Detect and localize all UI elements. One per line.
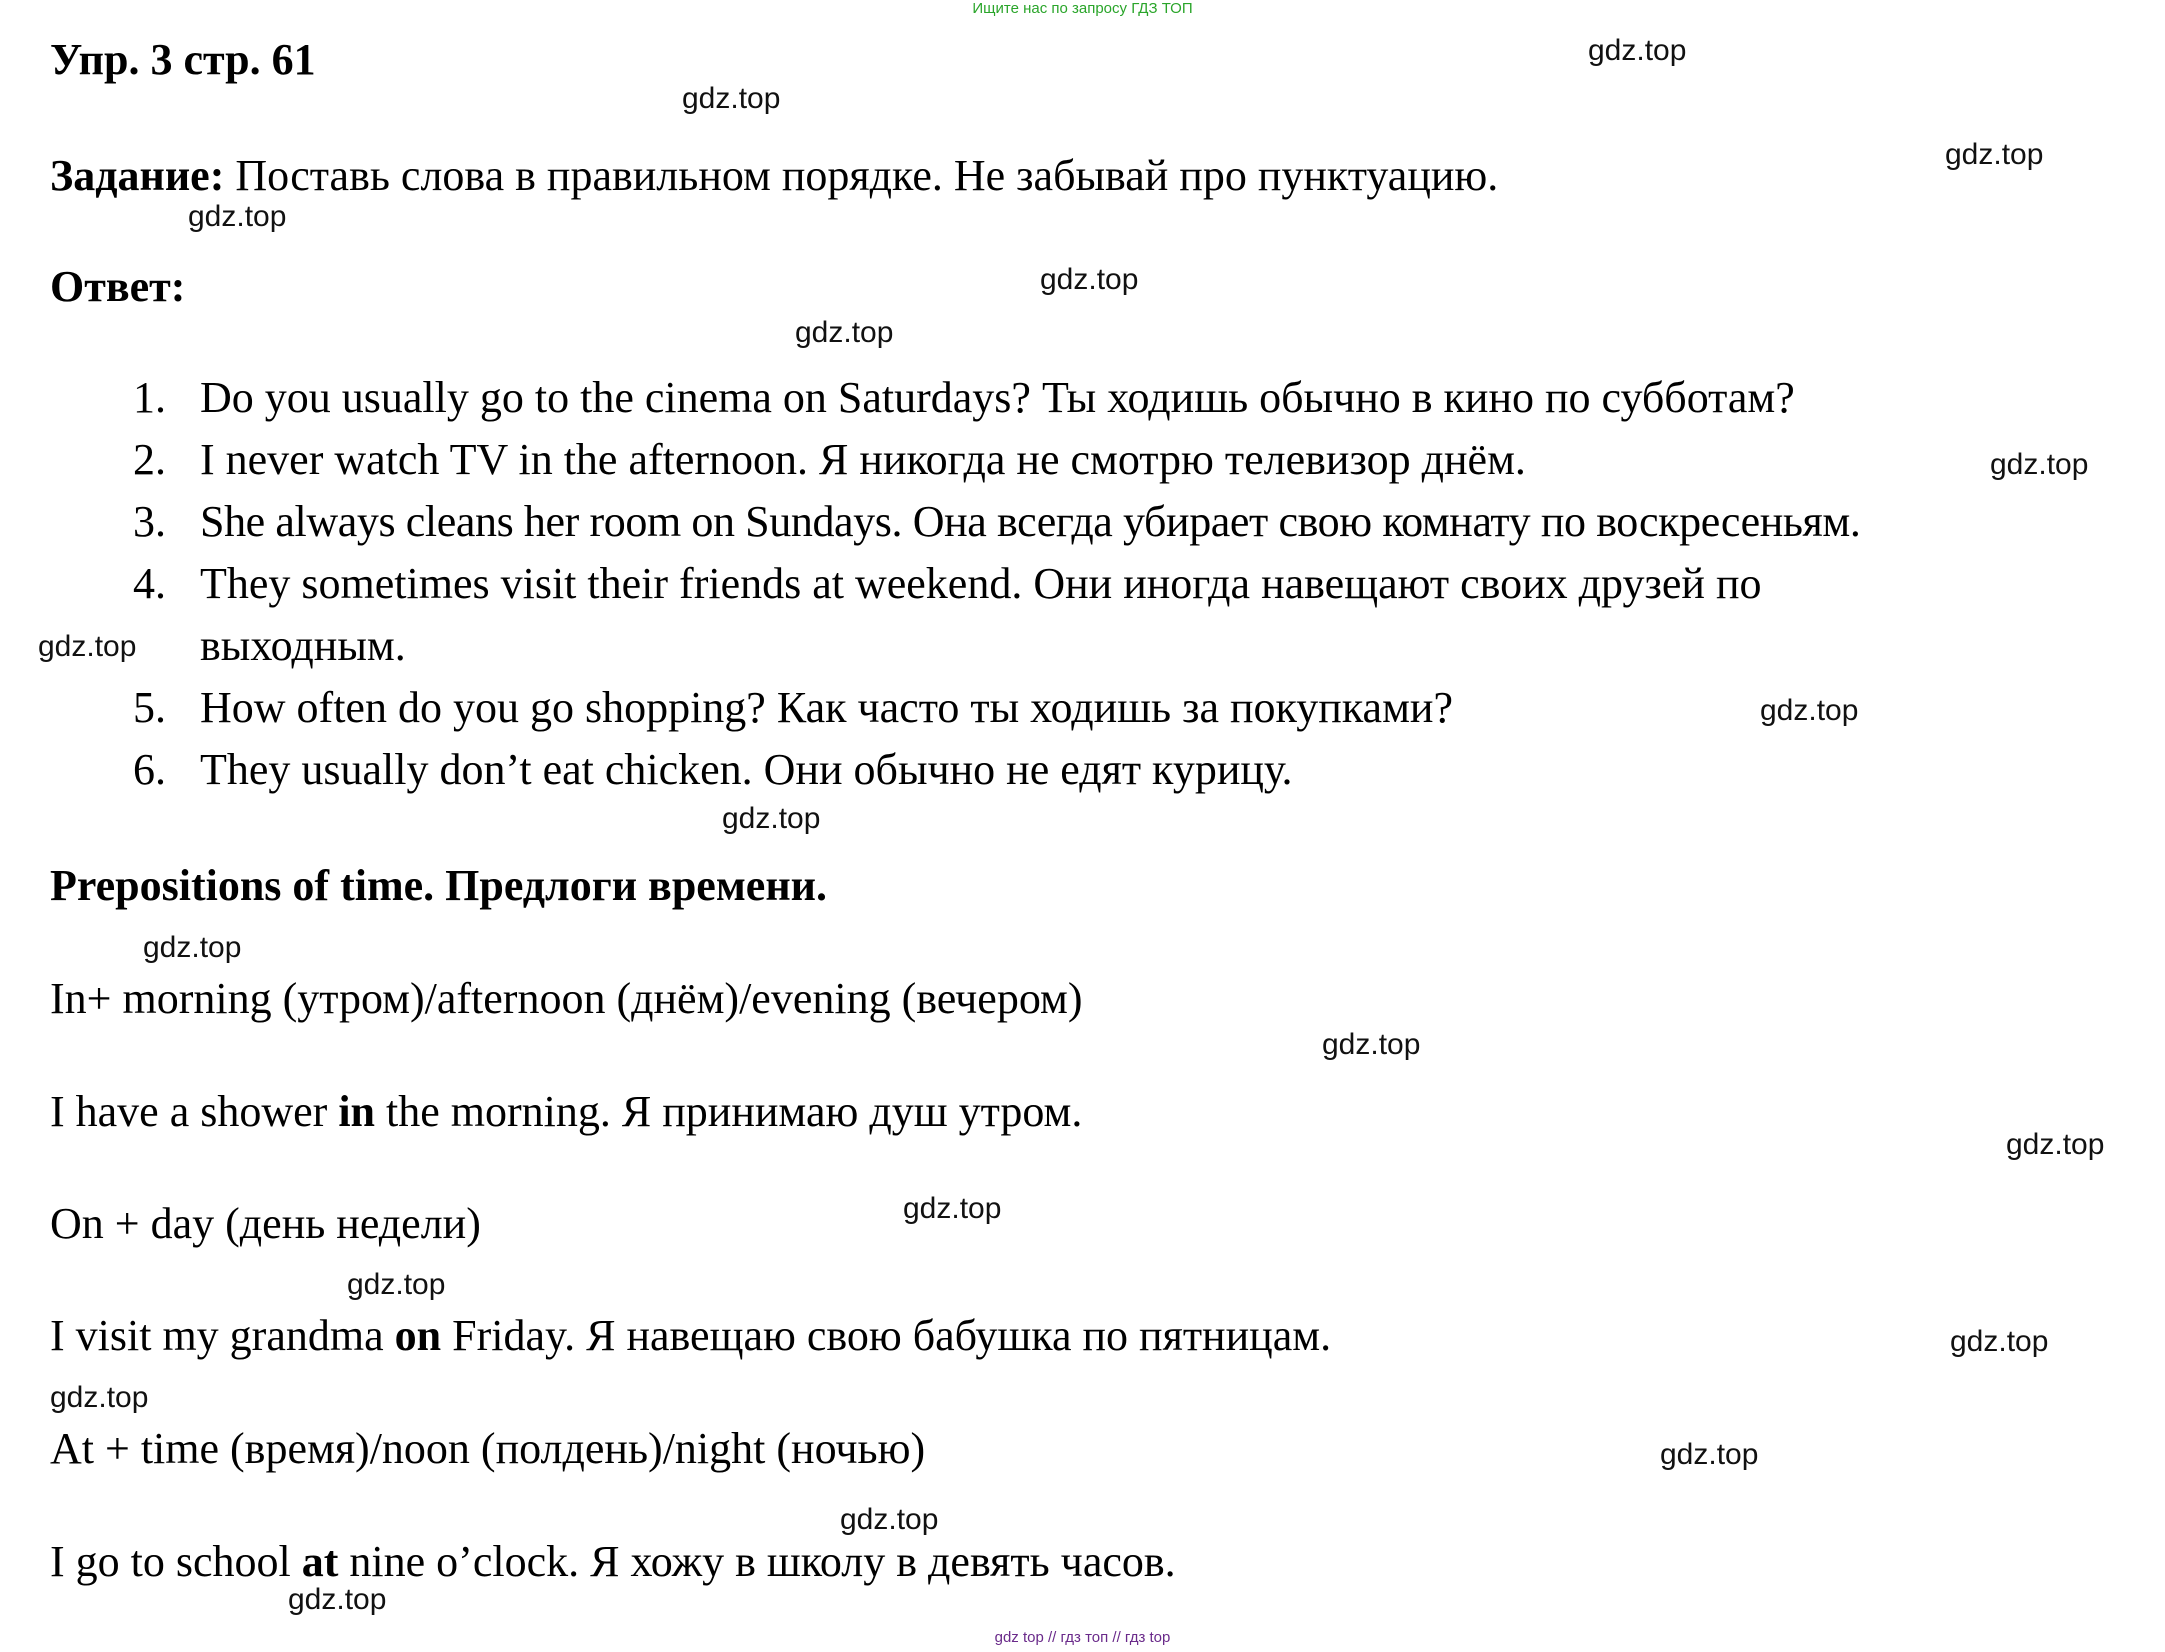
rule-text: At + time (время)/noon (полдень)/night (ночью) (50, 1424, 926, 1473)
list-number: 1. (133, 373, 166, 422)
list-text: выходным. (200, 621, 406, 670)
task-label: Задание: (50, 151, 225, 200)
list-text: I never watch TV in the afternoon. Я никогда не смотрю телевизор днём. (200, 435, 1526, 484)
watermark: gdz.top (1322, 1028, 1421, 1061)
footer-watermark: gdz top // гдз топ // гдз top (994, 1629, 1171, 1646)
watermark: gdz.top (1945, 138, 2044, 171)
rule-line (50, 1536, 1176, 1587)
list-number: 6. (133, 745, 166, 794)
rule-bold: in (338, 1087, 376, 1136)
rule-bold: at (301, 1537, 339, 1586)
watermark: gdz.top (1660, 1438, 1759, 1471)
watermark: gdz.top (2006, 1128, 2105, 1161)
watermark: gdz.top (1588, 34, 1687, 67)
rule-line (50, 973, 1083, 1024)
watermark: gdz.top (347, 1268, 446, 1301)
rule-text: On + day (день недели) (50, 1199, 481, 1248)
watermark: gdz.top (38, 630, 137, 663)
rule-line (50, 1310, 1331, 1361)
list-number: 4. (133, 559, 166, 608)
rule-text: nine o’clock. Я хожу в школу в девять часов. (338, 1537, 1176, 1586)
rule-line (50, 1086, 1082, 1137)
watermark: gdz.top (288, 1583, 387, 1616)
list-text: How often do you go shopping? Как часто ты ходишь за покупками? (200, 683, 1453, 732)
rule-line (50, 1423, 925, 1474)
watermark: gdz.top (50, 1381, 149, 1414)
rule-text: In+ morning (утром)/afternoon (днём)/evening (вечером) (50, 974, 1083, 1023)
watermark: gdz.top (903, 1192, 1002, 1225)
watermark: gdz.top (1760, 694, 1859, 727)
watermark: gdz.top (143, 931, 242, 964)
list-text: They sometimes visit their friends at weekend. Они иногда навещают своих друзей по (200, 559, 1762, 608)
rule-text: I visit my grandma (50, 1311, 395, 1360)
watermark: gdz.top (722, 802, 821, 835)
task-text: Поставь слова в правильном порядке. Не забывай про пунктуацию. (224, 151, 1499, 200)
rule-text: I have a shower (50, 1087, 339, 1136)
watermark: gdz.top (795, 316, 894, 349)
list-text: She always cleans her room on Sundays. Она всегда убирает свою комнату по воскресеньям. (200, 497, 1861, 546)
watermark: gdz.top (840, 1503, 939, 1536)
list-text: They usually don’t eat chicken. Они обычно не едят курицу. (200, 745, 1293, 794)
answer-label: Ответ: (50, 262, 186, 311)
watermark: gdz.top (1950, 1325, 2049, 1358)
rule-bold: on (394, 1311, 442, 1360)
watermark: gdz.top (188, 200, 287, 233)
watermark: gdz.top (1040, 263, 1139, 296)
list-number: 5. (133, 683, 166, 732)
watermark: gdz.top (1990, 448, 2089, 481)
watermark: gdz.top (682, 82, 781, 115)
top-banner: Ищите нас по запросу ГДЗ ТОП (972, 0, 1193, 17)
rule-text: I go to school (50, 1537, 302, 1586)
list-text: Do you usually go to the cinema on Saturdays? Ты ходишь обычно в кино по субботам? (200, 373, 1795, 422)
page-title: Упр. 3 стр. 61 (50, 35, 316, 84)
list-number: 2. (133, 435, 166, 484)
rule-text: Friday. Я навещаю свою бабушка по пятницам. (441, 1311, 1332, 1360)
rule-text: the morning. Я принимаю душ утром. (375, 1087, 1083, 1136)
list-number: 3. (133, 497, 166, 546)
section-title: Prepositions of time. Предлоги времени. (50, 861, 828, 910)
rule-line (50, 1198, 481, 1249)
task-statement (50, 150, 1498, 201)
